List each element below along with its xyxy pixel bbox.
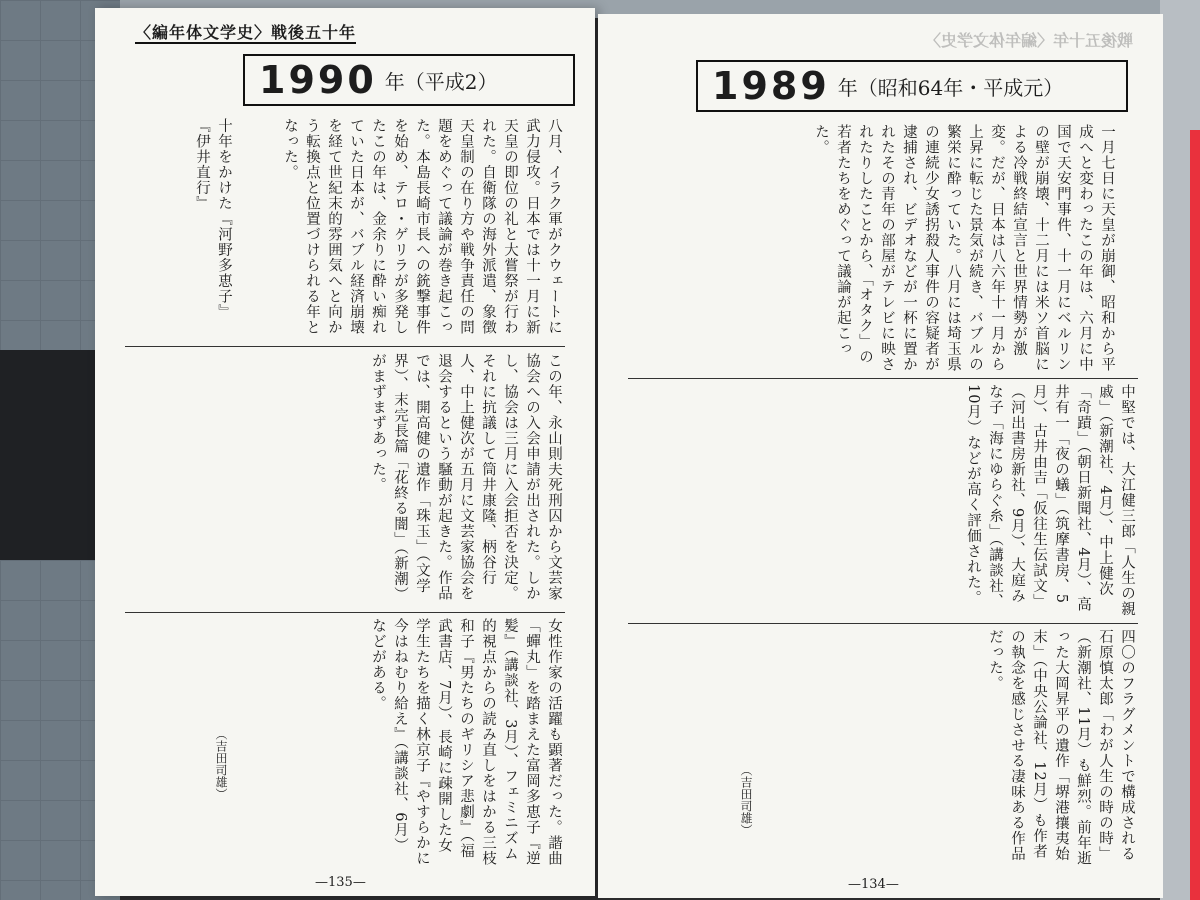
body-text-bottom: 四〇のフラグメントで構成される石原慎太郎「わが人生の時の時」（新潮社、11月）も鮮烈。前年逝った大岡昇平の遺作「堺港攘夷始末」（中央公論社、12月）も作者の執念を感じさせる凄味ある作品だった。 bbox=[987, 629, 1135, 867]
right-page bbox=[598, 14, 1163, 898]
year-heading-1990 bbox=[243, 54, 575, 106]
column-divider bbox=[125, 612, 565, 613]
year-number: 1989 bbox=[712, 64, 830, 108]
author-credit: （吉田司雄） bbox=[739, 764, 753, 836]
body-text-side: 十年をかけた『河野多恵子』『伊井直行』 bbox=[194, 118, 232, 320]
body-text-middle: この年、永山則夫死刑囚から文芸家協会への入会申請が出された。しかし、協会は三月に入会拒否を決定。それに抗議して筒井康隆、柄谷行人、中上健次が五月に文芸家協会を退会するという騒動が起きた。作品では、開高健の遺作「珠玉」（文学界）、末完長篇「花終る闇」（新潮）がまずまずあった。 bbox=[370, 353, 562, 602]
column-divider bbox=[628, 378, 1138, 379]
page-number: —135— bbox=[315, 875, 366, 890]
year-era: 年（平成2） bbox=[384, 69, 498, 94]
author-credit: （吉田司雄） bbox=[214, 728, 228, 800]
column-divider bbox=[628, 623, 1138, 624]
year-heading-1989 bbox=[696, 60, 1128, 112]
body-text-top: 一月七日に天皇が崩御、昭和から平成へと変わったこの年は、六月に中国で天安門事件、十一月にベルリンの壁が崩壊、十二月には米ソ首脳による冷戦終結宣言と世界情勢が激変。だが、日本は八六年十一月から上昇に転じた景気が続き、バブルの繁栄に酔っていた。八月には埼玉県の連続少女誘拐殺人事件の容疑者が逮捕され、ビデオなどが一杯に置かれたその青年の部屋がテレビに映されたりしたことから、「オタク」の若者たちをめぐって議論が起こった。 bbox=[813, 124, 1115, 372]
body-text-top: 八月、イラク軍がクウェートに武力侵攻。日本では十一月に新天皇の即位の礼と大嘗祭が行われた。自衛隊の海外派遣、象徴天皇制の在り方や戦争責任の問題をめぐって議論が巻き起こった。本島長崎市長への銃撃事件を始め、テロ・ゲリラが多発したこの年は、金余りに酔い痴れていた日本が、バブル経済崩壊を経て世紀末的雰囲気へと向かう転換点と位置づけられる年となった。 bbox=[282, 118, 562, 335]
show-through-header: 戦後五十年〈編年体文学史〉 bbox=[924, 31, 1133, 50]
body-text-middle: 中堅では、大江健三郎「人生の親戚」（新潮社、4月）、中上健次「奇蹟」（朝日新聞社、4月）、高井有一「夜の蟻」（筑摩書房、5月）、古井由吉「仮往生伝試文」（河出書房新社、9月）、大庭みな子「海にゆらぐ糸」（講談社、10月）などが高く評価された。 bbox=[965, 384, 1135, 617]
body-text-bottom: 女性作家の活躍も顕著だった。諧曲「蟬丸」を踏まえた富岡多恵子『逆髪』（講談社、3月）、フェミニズム的視点からの読み直しをはかる三枝和子『男たちのギリシア悲劇』（福武書店、7月）、長崎に疎開した女学生たちを描く林京子『やすらかに今はねむり給え』（講談社、6月）などがある。 bbox=[370, 618, 562, 866]
year-number: 1990 bbox=[259, 58, 377, 102]
page-number: —134— bbox=[848, 877, 899, 892]
red-book-edge bbox=[1190, 130, 1200, 900]
running-header: 〈編年体文学史〉戦後五十年 bbox=[135, 23, 357, 42]
column-divider bbox=[125, 346, 565, 347]
left-page bbox=[95, 8, 595, 896]
year-era: 年（昭和64年・平成元） bbox=[837, 75, 1064, 100]
